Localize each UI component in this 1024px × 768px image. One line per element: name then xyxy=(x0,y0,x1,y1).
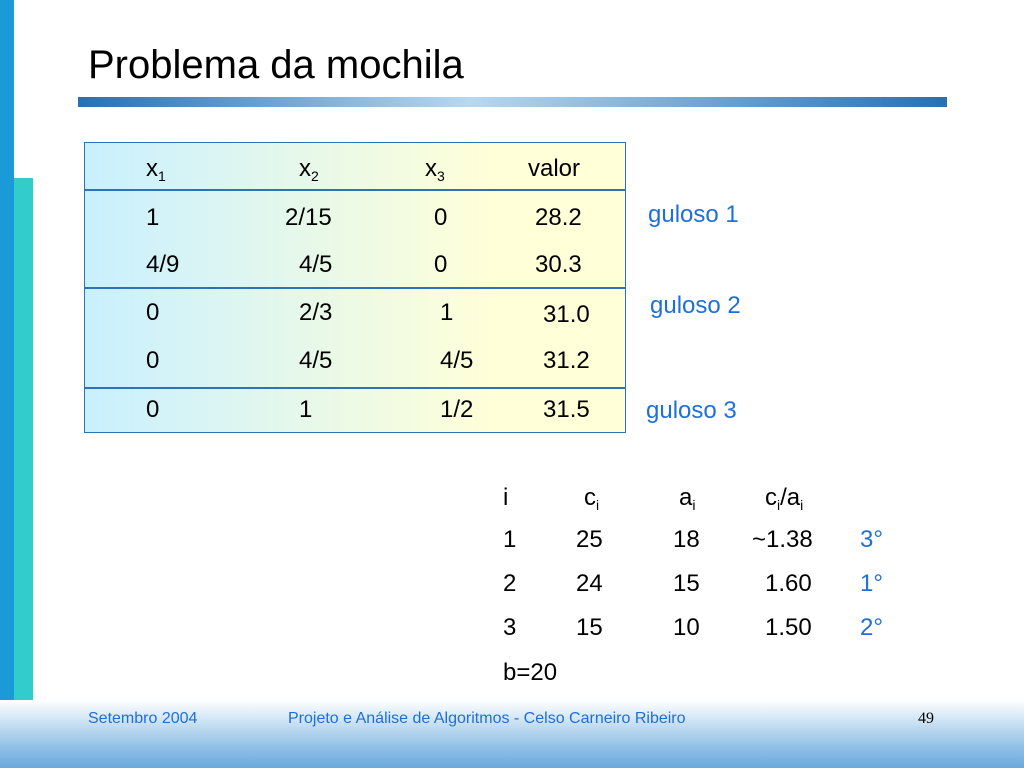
label-guloso-1: guloso 1 xyxy=(648,201,739,228)
items-header-c: $c_i$ xyxy=(584,484,600,513)
items-rank: 1° xyxy=(860,570,883,597)
label-guloso-3: guloso 3 xyxy=(646,397,737,424)
table-cell: 31.5 xyxy=(543,396,590,423)
table-divider xyxy=(85,287,625,289)
table-cell: 0 xyxy=(146,347,160,374)
items-cell: 25 xyxy=(576,526,603,553)
header-x3: $x_3$ xyxy=(425,155,445,184)
left-accent-bar-teal xyxy=(14,178,33,750)
items-cell: 2 xyxy=(503,570,517,597)
table-cell: 4/5 xyxy=(440,347,474,374)
items-rank: 3° xyxy=(860,526,883,553)
header-valor: valor xyxy=(528,155,581,182)
items-header-a: $a_i$ xyxy=(679,484,696,513)
footer-course: Projeto e Análise de Algoritmos - Celso Carneiro Ribeiro xyxy=(288,710,686,727)
footer-date: Setembro 2004 xyxy=(88,710,198,727)
table-cell: 1 xyxy=(146,204,160,231)
table-cell: 0 xyxy=(146,299,160,326)
header-x1: $x_1$ xyxy=(146,155,166,184)
table-divider xyxy=(85,189,625,191)
items-cell: 3 xyxy=(503,614,517,641)
items-cell: 1.60 xyxy=(765,570,812,597)
items-cell: 1 xyxy=(503,526,517,553)
items-cell: 15 xyxy=(576,614,603,641)
solutions-table xyxy=(84,142,626,433)
table-cell: 4/5 xyxy=(299,251,333,278)
slide-title: Problema da mochila xyxy=(88,43,464,87)
items-header-ratio: $c_i/a_i$ xyxy=(765,484,804,513)
table-cell: 31.2 xyxy=(543,347,590,374)
items-cell: 1.50 xyxy=(765,614,812,641)
table-cell: 1/2 xyxy=(440,396,474,423)
items-cell: 15 xyxy=(673,570,700,597)
table-cell: 0 xyxy=(434,204,448,231)
capacity-label: b=20 xyxy=(503,659,558,686)
items-cell: 10 xyxy=(673,614,700,641)
items-cell: 24 xyxy=(576,570,603,597)
table-divider xyxy=(85,387,625,389)
table-cell: 1 xyxy=(440,299,454,326)
items-cell: 18 xyxy=(673,526,700,553)
table-cell: 4/9 xyxy=(146,251,180,278)
table-cell: 1 xyxy=(299,396,313,423)
page-number: 49 xyxy=(918,710,934,727)
label-guloso-2: guloso 2 xyxy=(650,292,741,319)
table-cell: 31.0 xyxy=(543,301,590,328)
title-underline xyxy=(78,97,947,107)
table-cell: 2/3 xyxy=(299,299,333,326)
items-rank: 2° xyxy=(860,614,883,641)
table-cell: 30.3 xyxy=(535,251,582,278)
header-x2: $x_2$ xyxy=(299,155,319,184)
table-cell: 2/15 xyxy=(285,204,332,231)
table-cell: 4/5 xyxy=(299,347,333,374)
items-cell: ~1.38 xyxy=(752,526,813,553)
table-cell: 0 xyxy=(146,396,160,423)
table-cell: 28.2 xyxy=(535,204,582,231)
items-header-i: i xyxy=(503,484,509,511)
table-cell: 0 xyxy=(434,251,448,278)
left-accent-bar xyxy=(0,0,14,768)
